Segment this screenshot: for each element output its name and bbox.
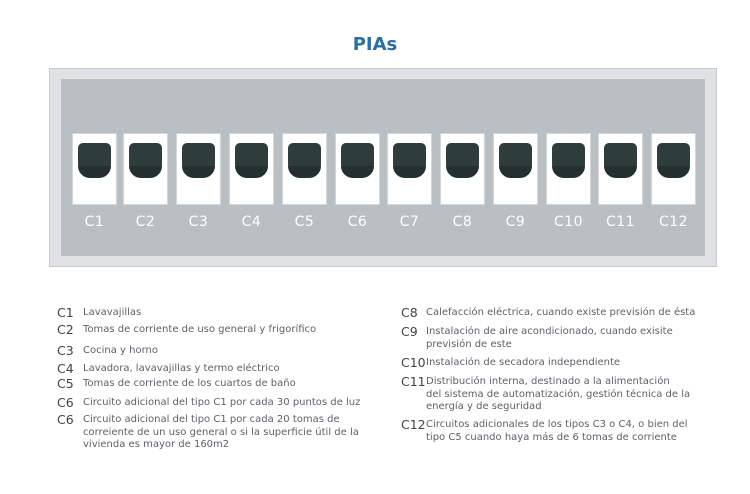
breaker-label: C9 — [505, 214, 526, 230]
breaker-toggle-icon — [393, 143, 426, 178]
breaker-c1 — [72, 133, 117, 205]
legend-description: Lavadora, lavavajillas y termo eléctrico — [83, 363, 280, 374]
breaker-c4 — [229, 133, 274, 205]
breaker-c5 — [282, 133, 327, 205]
breaker-c11 — [598, 133, 643, 205]
legend-code: C3 — [57, 343, 74, 358]
breaker-c9 — [493, 133, 538, 205]
breaker-label: C1 — [84, 214, 105, 230]
breaker-c7 — [387, 133, 432, 205]
breaker-label: C8 — [452, 214, 473, 230]
legend-code: C5 — [57, 376, 74, 391]
legend-description: Lavavajillas — [83, 307, 142, 318]
breaker-toggle-icon — [78, 143, 111, 178]
legend-code: C2 — [57, 322, 74, 337]
breaker-label: C5 — [294, 214, 315, 230]
legend-code: C10 — [401, 355, 426, 370]
breaker-c10 — [546, 133, 591, 205]
legend-code: C6 — [57, 395, 74, 410]
breaker-toggle-icon — [446, 143, 479, 178]
breaker-c2 — [123, 133, 168, 205]
breaker-toggle-icon — [341, 143, 374, 178]
legend-code: C9 — [401, 324, 418, 339]
legend-description: Circuitos adicionales de los tipos C3 o C4, o bien del tipo C5 cuando haya más de 6 tomas de corriente — [426, 419, 688, 443]
breaker-toggle-icon — [288, 143, 321, 178]
breaker-c3 — [176, 133, 221, 205]
breaker-toggle-icon — [182, 143, 215, 178]
legend-code: C8 — [401, 305, 418, 320]
breaker-toggle-icon — [657, 143, 690, 178]
legend-description: Tomas de corriente de los cuartos de baño — [83, 378, 296, 389]
breaker-label: C11 — [605, 214, 636, 230]
legend-description: Calefacción eléctrica, cuando existe previsión de ésta — [426, 307, 696, 318]
breaker-c6 — [335, 133, 380, 205]
legend-description: Instalación de aire acondicionado, cuando exisite previsión de este — [426, 326, 673, 350]
breaker-c8 — [440, 133, 485, 205]
legend-code: C6 — [57, 412, 74, 427]
breaker-label: C3 — [188, 214, 209, 230]
breaker-toggle-icon — [552, 143, 585, 178]
breaker-label: C2 — [135, 214, 156, 230]
legend-code: C1 — [57, 305, 74, 320]
page-title: PIAs — [352, 34, 398, 55]
legend-description: Circuito adicional del tipo C1 por cada 20 tomas de correiente de un uso general o si la superficie útil de la vivienda es mayor de 160m2 — [83, 414, 359, 450]
breaker-c12 — [651, 133, 696, 205]
breaker-label: C4 — [241, 214, 262, 230]
breaker-label: C6 — [347, 214, 368, 230]
breaker-toggle-icon — [129, 143, 162, 178]
legend-description: Distribución interna, destinado a la alimentación del sistema de automatización, gestión técnica de la energía y de seguridad — [426, 376, 691, 412]
breaker-toggle-icon — [499, 143, 532, 178]
legend-code: C11 — [401, 374, 426, 389]
breaker-label: C12 — [658, 214, 689, 230]
breaker-label: C7 — [399, 214, 420, 230]
legend-code: C4 — [57, 361, 74, 376]
legend-description: Tomas de corriente de uso general y frigorífico — [83, 324, 317, 335]
breaker-label: C10 — [553, 214, 584, 230]
breaker-toggle-icon — [604, 143, 637, 178]
breaker-toggle-icon — [235, 143, 268, 178]
legend-description: Instalación de secadora independiente — [426, 357, 621, 368]
legend-description: Circuito adicional del tipo C1 por cada 30 puntos de luz — [83, 397, 361, 408]
legend-code: C12 — [401, 417, 426, 432]
legend-description: Cocina y horno — [83, 345, 158, 356]
